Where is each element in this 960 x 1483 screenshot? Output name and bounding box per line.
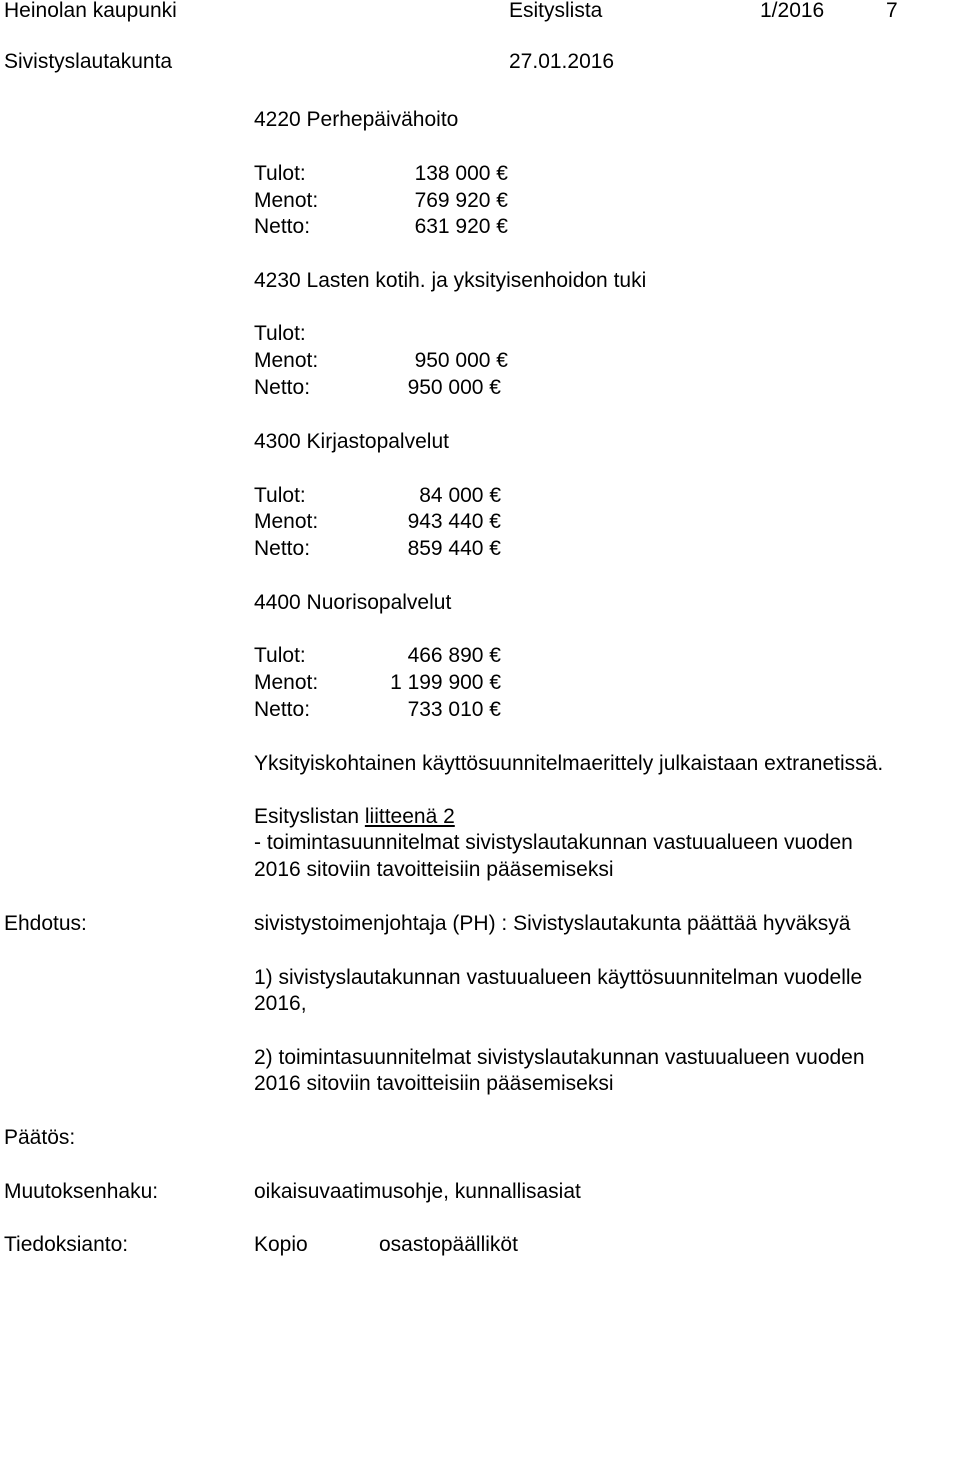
netto-value: 733 010 € [407, 698, 501, 721]
tulot-label: Tulot: [254, 162, 306, 185]
header-doc-number: 1/2016 [760, 0, 825, 22]
tulot-value: 138 000 € [414, 162, 508, 185]
menot-label: Menot: [254, 349, 319, 372]
header-date: 27.01.2016 [509, 50, 615, 73]
proposal-label: Ehdotus: [4, 912, 87, 935]
header-page-number: 7 [886, 0, 898, 22]
header-board: Sivistyslautakunta [4, 50, 173, 73]
attachment-link[interactable]: liitteenä 2 [364, 805, 455, 828]
netto-value: 950 000 € [407, 376, 501, 399]
attachment-line [254, 804, 455, 830]
proposal-item-1: 1) sivistyslautakunnan vastuualueen käyttösuunnitelman vuodelle [254, 966, 863, 989]
proposal-item-2: 2016 sitoviin tavoitteisiin pääsemiseksi [254, 1072, 614, 1095]
attachment-description: - toimintasuunnitelmat sivistyslautakunnan vastuualueen vuoden [254, 831, 853, 854]
section-title: 4230 Lasten kotih. ja yksityisenhoidon tuki [254, 269, 647, 292]
netto-value: 859 440 € [407, 537, 501, 560]
menot-label: Menot: [254, 510, 319, 533]
extranet-note: Yksityiskohtainen käyttösuunnitelmaerittely julkaistaan extranetissä. [254, 752, 884, 775]
proposal-item-2: 2) toimintasuunnitelmat sivistyslautakunnan vastuualueen vuoden [254, 1046, 865, 1069]
section-title: 4400 Nuorisopalvelut [254, 591, 452, 614]
tulot-label: Tulot: [254, 322, 306, 345]
menot-value: 769 920 € [414, 189, 508, 212]
netto-label: Netto: [254, 537, 311, 560]
menot-value: 1 199 900 € [390, 671, 501, 694]
tulot-value: 84 000 € [419, 484, 501, 507]
netto-label: Netto: [254, 376, 311, 399]
header-doc-type: Esityslista [509, 0, 603, 22]
tulot-label: Tulot: [254, 484, 306, 507]
appeal-label: Muutoksenhaku: [4, 1180, 159, 1203]
menot-label: Menot: [254, 189, 319, 212]
proposal-item-1: 2016, [254, 992, 307, 1015]
menot-value: 950 000 € [414, 349, 508, 372]
netto-label: Netto: [254, 215, 311, 238]
netto-label: Netto: [254, 698, 311, 721]
notification-type: Kopio [254, 1233, 308, 1256]
tulot-label: Tulot: [254, 644, 306, 667]
header-org: Heinolan kaupunki [4, 0, 177, 22]
attachment-description: 2016 sitoviin tavoitteisiin pääsemiseksi [254, 858, 614, 881]
section-title: 4220 Perhepäivähoito [254, 108, 459, 131]
proposal-text: sivistystoimenjohtaja (PH) : Sivistyslautakunta päättää hyväksyä [254, 912, 851, 935]
decision-label: Päätös: [4, 1126, 76, 1149]
menot-label: Menot: [254, 671, 319, 694]
attachment-prefix: Esityslistan [254, 805, 365, 828]
menot-value: 943 440 € [407, 510, 501, 533]
netto-value: 631 920 € [414, 215, 508, 238]
tulot-value: 466 890 € [407, 644, 501, 667]
notification-recipients: osastopäälliköt [379, 1233, 518, 1256]
notification-label: Tiedoksianto: [4, 1233, 129, 1256]
section-title: 4300 Kirjastopalvelut [254, 430, 449, 453]
appeal-text: oikaisuvaatimusohje, kunnallisasiat [254, 1180, 581, 1203]
